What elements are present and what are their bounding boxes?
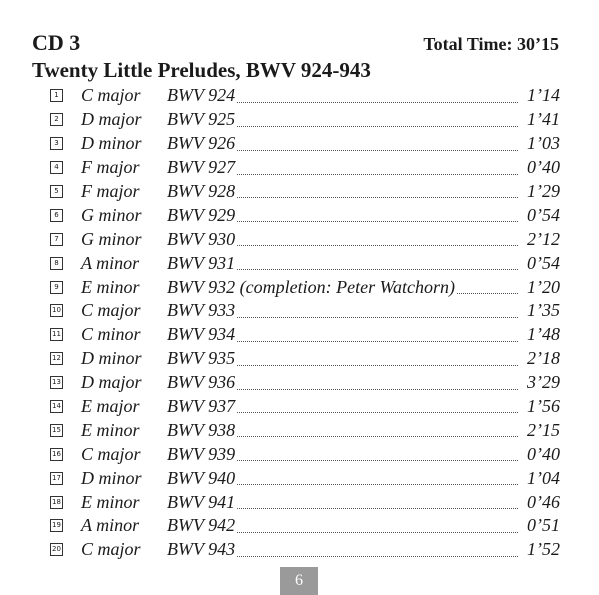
- track-duration: 0’40: [527, 443, 560, 464]
- track-number-box: 14: [50, 400, 63, 413]
- track-catalog: BWV 936: [167, 372, 236, 393]
- dot-leader: [237, 435, 518, 437]
- track-number-box: 11: [50, 328, 63, 341]
- track-catalog: BWV 934: [167, 324, 236, 345]
- track-duration: 1’48: [527, 324, 560, 345]
- track-number-box: 13: [50, 376, 63, 389]
- track-duration: 1’20: [527, 276, 560, 297]
- track-key: A minor: [81, 252, 140, 273]
- track-number-box: 9: [50, 281, 63, 294]
- dot-leader: [237, 411, 518, 413]
- track-row: [50, 323, 560, 347]
- track-number-box: 7: [50, 233, 63, 246]
- track-duration: 2’12: [527, 228, 560, 249]
- track-key: E minor: [81, 491, 140, 512]
- track-key: D minor: [81, 133, 142, 154]
- track-catalog: BWV 929: [167, 204, 236, 225]
- track-catalog: BWV 927: [167, 157, 236, 178]
- dot-leader: [237, 483, 518, 485]
- track-number-box: 8: [50, 257, 63, 270]
- track-catalog: BWV 926: [167, 133, 236, 154]
- track-number-box: 20: [50, 543, 63, 556]
- track-key: C major: [81, 443, 141, 464]
- track-row: [50, 538, 560, 562]
- track-catalog: BWV 938: [167, 419, 236, 440]
- track-key: C major: [81, 300, 141, 321]
- track-duration: 1’03: [527, 133, 560, 154]
- track-number-box: 19: [50, 519, 63, 532]
- track-row: [50, 227, 560, 251]
- track-number-box: 12: [50, 352, 63, 365]
- track-duration: 0’40: [527, 157, 560, 178]
- track-catalog: BWV 928: [167, 181, 236, 201]
- track-number-box: 17: [50, 472, 63, 485]
- track-catalog: BWV 939: [167, 443, 236, 464]
- track-duration: 2’18: [527, 348, 560, 369]
- track-duration: 1’04: [527, 467, 560, 488]
- dot-leader: [237, 459, 518, 461]
- track-duration: 1’52: [527, 539, 560, 560]
- track-key: D minor: [81, 348, 142, 369]
- track-list: [50, 84, 560, 562]
- track-duration: 1’41: [527, 109, 560, 130]
- track-row: [50, 442, 560, 466]
- track-catalog: BWV 941: [167, 491, 236, 512]
- dot-leader: [237, 316, 518, 318]
- dot-leader: [237, 555, 518, 557]
- track-row: [50, 84, 560, 108]
- track-key: F major: [81, 181, 140, 201]
- track-duration: 1’29: [527, 181, 560, 201]
- track-row: [50, 347, 560, 371]
- track-row: [50, 108, 560, 132]
- track-key: F major: [81, 157, 140, 178]
- track-duration: 1’56: [527, 396, 560, 417]
- track-number-box: 18: [50, 496, 63, 509]
- track-number-box: 5: [50, 185, 63, 198]
- track-row: [50, 251, 560, 275]
- track-key: D major: [81, 372, 142, 393]
- track-row: [50, 275, 560, 299]
- track-row: [50, 466, 560, 490]
- track-catalog: BWV 931: [167, 252, 236, 273]
- track-key: G minor: [81, 228, 142, 249]
- track-catalog: BWV 942: [167, 515, 236, 536]
- track-number-box: 10: [50, 304, 63, 317]
- track-row: [50, 371, 560, 395]
- dot-leader: [237, 340, 518, 342]
- track-duration: 0’54: [527, 252, 560, 273]
- cd-label: CD 3: [32, 30, 81, 55]
- track-catalog: BWV 932 (completion: Peter Watchorn): [167, 276, 455, 297]
- header: [32, 30, 559, 60]
- track-key: A minor: [81, 515, 140, 536]
- dot-leader: [237, 220, 518, 222]
- dot-leader: [237, 173, 518, 175]
- track-duration: 0’46: [527, 491, 560, 512]
- track-row: [50, 203, 560, 227]
- track-key: D minor: [81, 467, 142, 488]
- dot-leader: [237, 244, 518, 246]
- track-catalog: BWV 937: [167, 396, 236, 417]
- track-number-box: 16: [50, 448, 63, 461]
- track-row: [50, 156, 560, 180]
- dot-leader: [237, 507, 518, 509]
- dot-leader: [237, 531, 518, 533]
- track-catalog: BWV 940: [167, 467, 236, 488]
- track-key: G minor: [81, 204, 142, 225]
- track-number-box: 15: [50, 424, 63, 437]
- work-title: Twenty Little Preludes, BWV 924-943: [32, 58, 371, 82]
- track-row: [50, 299, 560, 323]
- dot-leader: [237, 268, 518, 270]
- track-key: E minor: [81, 276, 140, 297]
- track-key: E minor: [81, 419, 140, 440]
- total-time: Total Time: 30’15: [423, 34, 559, 54]
- dot-leader: [237, 364, 518, 366]
- track-row: [50, 132, 560, 156]
- track-number-box: 3: [50, 137, 63, 150]
- track-row: [50, 180, 560, 204]
- track-duration: 1’14: [527, 85, 560, 106]
- track-key: E major: [81, 396, 140, 417]
- track-row: [50, 514, 560, 538]
- track-catalog: BWV 924: [167, 85, 236, 106]
- dot-leader: [237, 149, 518, 151]
- track-key: C minor: [81, 324, 141, 345]
- track-row: [50, 490, 560, 514]
- track-duration: 0’54: [527, 204, 560, 225]
- track-duration: 2’15: [527, 419, 560, 440]
- dot-leader: [457, 292, 518, 294]
- track-key: C major: [81, 539, 141, 560]
- track-key: C major: [81, 85, 141, 106]
- track-number-box: 1: [50, 89, 63, 102]
- track-row: [50, 418, 560, 442]
- dot-leader: [237, 196, 518, 198]
- track-catalog: BWV 925: [167, 109, 236, 130]
- track-duration: 1’35: [527, 300, 560, 321]
- track-catalog: BWV 943: [167, 539, 236, 560]
- track-number-box: 2: [50, 113, 63, 126]
- track-duration: 0’51: [527, 515, 560, 536]
- page-number: 6: [280, 567, 318, 595]
- track-row: [50, 395, 560, 419]
- track-number-box: 4: [50, 161, 63, 174]
- track-catalog: BWV 935: [167, 348, 236, 369]
- track-duration: 3’29: [527, 372, 560, 393]
- dot-leader: [237, 125, 518, 127]
- dot-leader: [237, 101, 518, 103]
- track-key: D major: [81, 109, 142, 130]
- dot-leader: [237, 388, 518, 390]
- track-catalog: BWV 930: [167, 228, 236, 249]
- track-catalog: BWV 933: [167, 300, 236, 321]
- track-number-box: 6: [50, 209, 63, 222]
